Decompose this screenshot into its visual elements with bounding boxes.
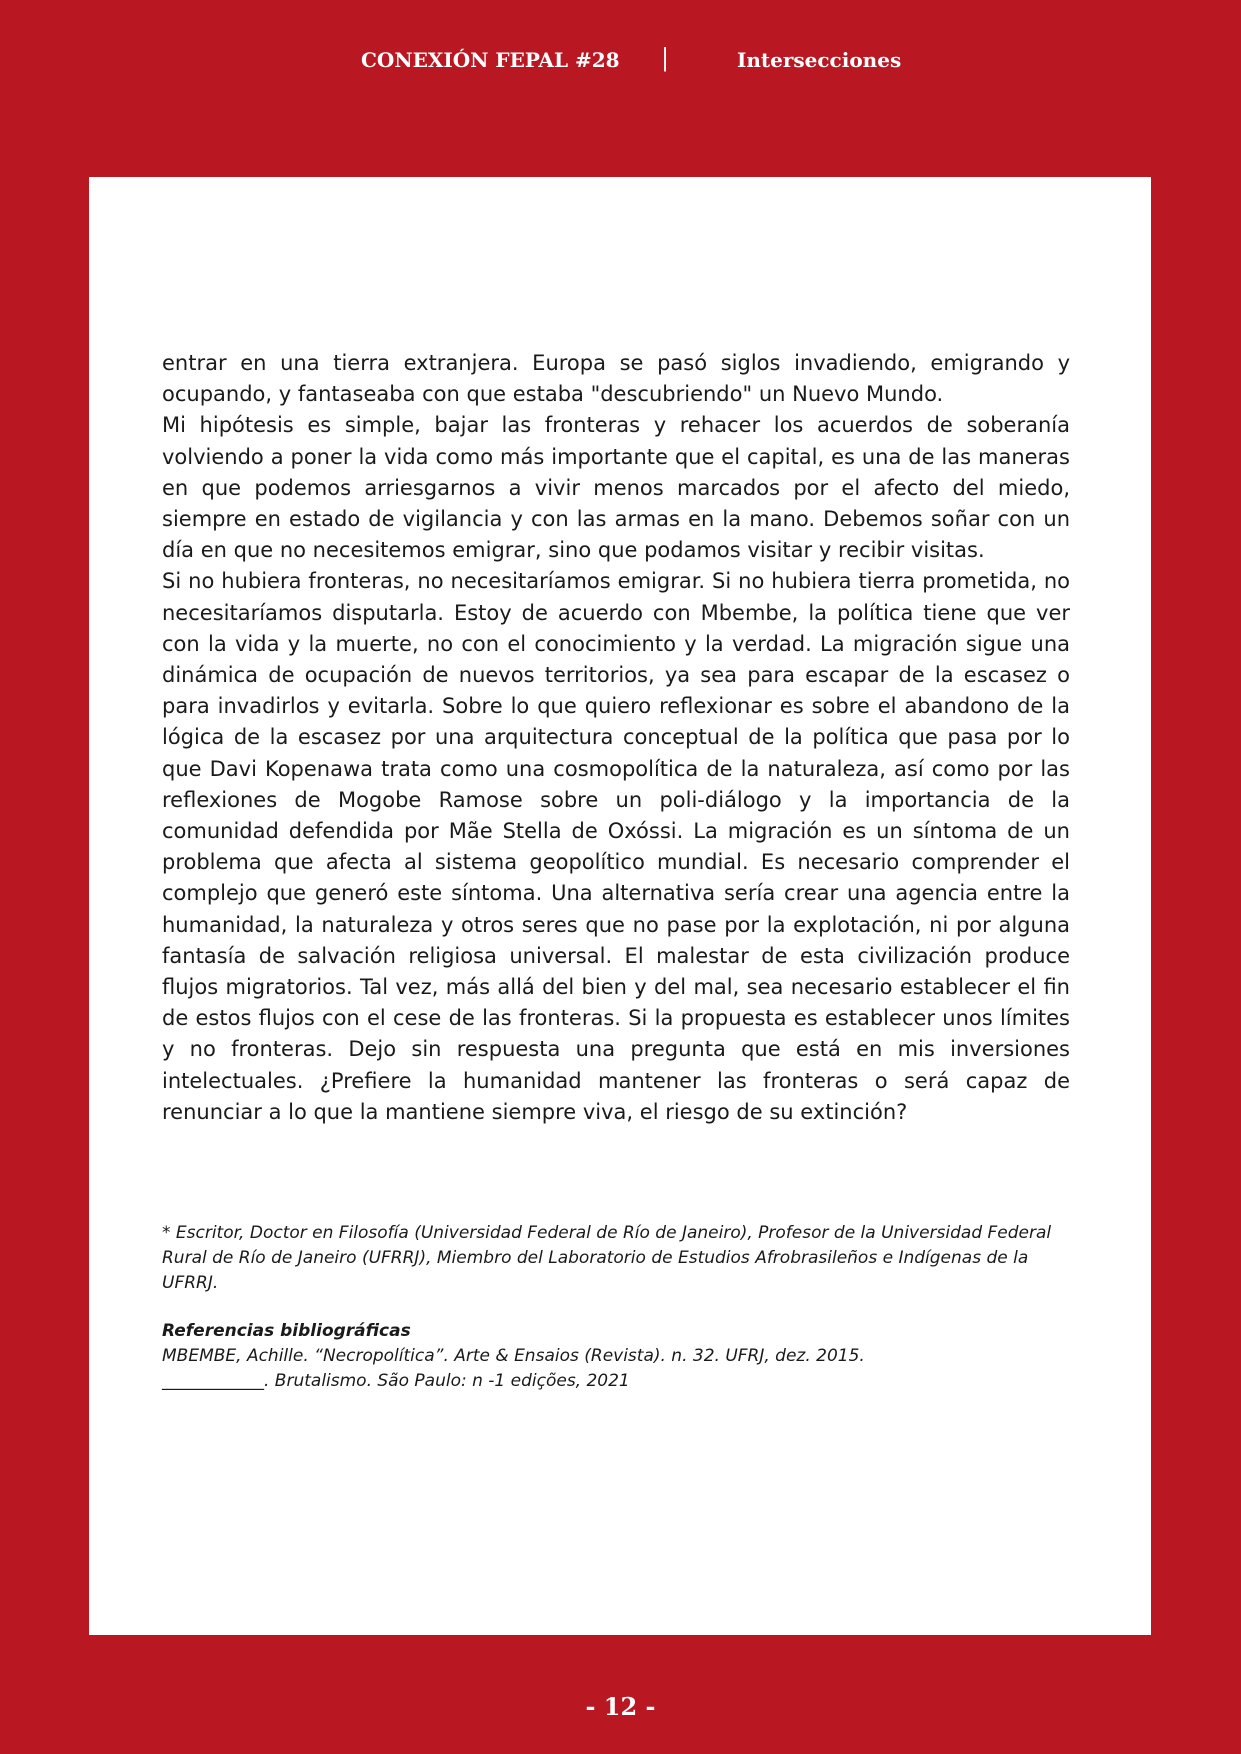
references-heading: Referencias bibliográficas (162, 1321, 411, 1341)
header-separator: | (661, 44, 670, 72)
article-notes (162, 1221, 1070, 1394)
page-number: - 12 - (585, 1692, 656, 1721)
magazine-title: CONEXIÓN FEPAL #28 (361, 48, 620, 72)
article-body (162, 348, 1070, 1128)
reference-item: MBEMBE, Achille. “Necropolítica”. Arte & Ensaios (Revista). n. 32. UFRJ, dez. 2015. (162, 1346, 865, 1366)
author-footnote: * Escritor, Doctor en Filosofía (Universidad Federal de Río de Janeiro), Profesor de la Universidad Federal Rural de Río de Janeiro (UFRRJ), Miembro del Laboratorio de Estudios Afrobrasileños e Indígenas de la UFRRJ. (162, 1223, 1052, 1293)
paragraph: entrar en una tierra extranjera. Europa se pasó siglos invadiendo, emigrando y ocupando, y fantaseaba con que estaba "descubriendo" un Nuevo Mundo. (162, 351, 1070, 407)
page-header (0, 44, 1241, 78)
paragraph: Si no hubiera fronteras, no necesitaríamos emigrar. Si no hubiera tierra prometida, no necesitaríamos disputarla. Estoy de acuerdo con Mbembe, la política tiene que ver con la vida y la muerte, no con el conocimiento y la verdad. La migración sigue una dinámica de ocupación de nuevos territorios, ya sea para escapar de la escasez o para invadirlos y evitarla. Sobre lo que quiero reflexionar es sobre el abandono de la lógica de la escasez por una arquitectura conceptual de la política que pasa por lo que Davi Kopenawa trata como una cosmopolítica de la naturaleza, así como por las reflexiones de Mogobe Ramose sobre un poli-diálogo y la importancia de la comunidad defendida por Mãe Stella de Oxóssi. La migración es un síntoma de un problema que afecta al sistema geopolítico mundial. Es necesario comprender el complejo que generó este síntoma. Una alternativa sería crear una agencia entre la humanidad, la naturaleza y otros seres que no pase por la explotación, ni por alguna fantasía de salvación religiosa universal. El malestar de esta civilización produce flujos migratorios. Tal vez, más allá del bien y del mal, sea necesario establecer el fin de estos flujos con el cese de las fronteras. Si la propuesta es establecer unos límites y no fronteras. Dejo sin respuesta una pregunta que está en mis inversiones intelectuales. ¿Prefiere la humanidad mantener las fronteras o será capaz de renunciar a lo que la mantiene siempre viva, el riesgo de su extinción? (162, 569, 1070, 1124)
section-title: Intersecciones (737, 48, 902, 72)
reference-item: ____________. Brutalismo. São Paulo: n -1 edições, 2021 (162, 1371, 630, 1391)
paragraph: Mi hipótesis es simple, bajar las fronteras y rehacer los acuerdos de soberanía volviendo a poner la vida como más importante que el capital, es una de las maneras en que podemos arriesgarnos a vivir menos marcados por el afecto del miedo, siempre en estado de vigilancia y con las armas en la mano. Debemos soñar con un día en que no necesitemos emigrar, sino que podamos visitar y recibir visitas. (162, 413, 1070, 563)
